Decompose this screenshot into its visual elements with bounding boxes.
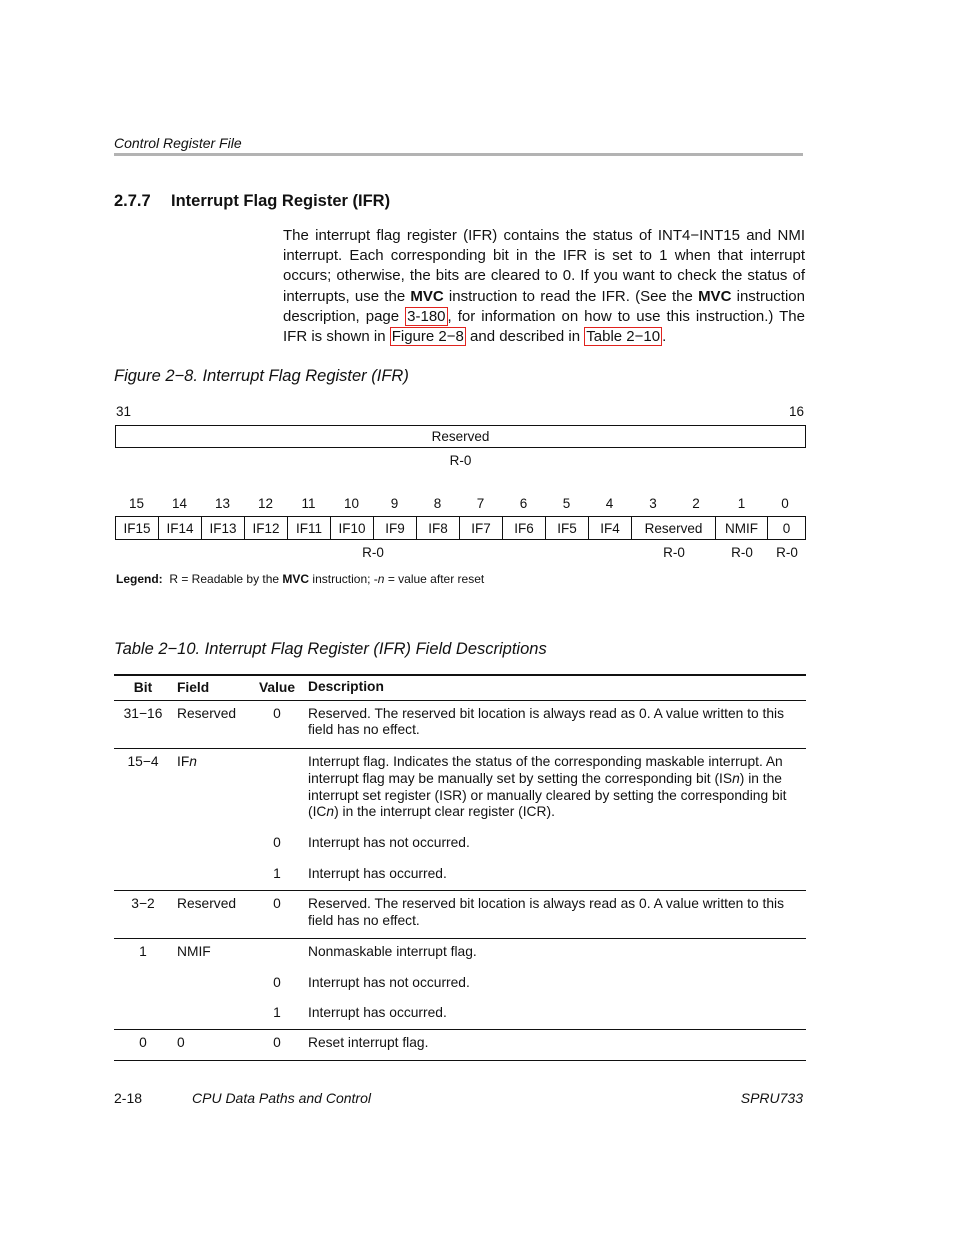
table-row (114, 939, 806, 961)
bit-number: 14 (171, 496, 188, 511)
legend-text-1: R = Readable by the (169, 572, 283, 586)
row-bit: 1 (139, 944, 147, 960)
row-value (247, 944, 305, 961)
bit-number: 8 (433, 496, 442, 511)
header-bit: Bit (133, 680, 153, 695)
section-heading (114, 192, 390, 211)
row-bit: 31−16 (123, 705, 163, 721)
header-field: Field (177, 680, 210, 695)
table-subrow (114, 992, 806, 1029)
table-xref-link[interactable]: Table 2−10 (586, 328, 661, 346)
nmif-access: R-0 (731, 545, 753, 560)
desc-part: ) in the interrupt set register (ISR) or manually cleared by setting the corresponding bit (IC (308, 770, 787, 820)
bit-number: 13 (214, 496, 231, 511)
desc-italic: n (326, 804, 335, 820)
page-xref-link[interactable]: 3-180 (407, 307, 446, 325)
reserved-lower-field: Reserved (632, 517, 716, 539)
empty-cell (172, 835, 247, 852)
if6-field: IF6 (503, 517, 546, 539)
upper-access: R-0 (449, 453, 472, 468)
empty-cell (172, 975, 247, 992)
figure-xref-link[interactable]: Figure 2−8 (391, 328, 464, 346)
legend-n-term: n (377, 572, 385, 586)
if4-field: IF4 (589, 517, 632, 539)
row-description: Reset interrupt flag. (308, 1034, 429, 1050)
table-caption: Table 2−10. Interrupt Flag Register (IFR) Field Descriptions (114, 640, 547, 658)
row-value: 0 (273, 835, 281, 851)
row-description: Interrupt has occurred. (308, 1005, 447, 1021)
if14-field: IF14 (159, 517, 202, 539)
row-bit: 3−2 (131, 895, 155, 911)
if10-field: IF10 (331, 517, 374, 539)
bit-number: 9 (390, 496, 399, 511)
header-description: Description (308, 679, 384, 695)
lower-bit-numbers (115, 496, 806, 512)
empty-cell (172, 1005, 247, 1022)
bit-number: 11 (301, 496, 316, 511)
empty-cell (114, 1005, 172, 1022)
if9-field: IF9 (374, 517, 417, 539)
row-description: Interrupt has occurred. (308, 866, 447, 882)
table-row (114, 891, 806, 939)
if5-field: IF5 (546, 517, 589, 539)
if8-field: IF8 (417, 517, 460, 539)
intro-text-6: . (662, 328, 667, 346)
empty-cell (114, 866, 172, 883)
row-field (172, 754, 247, 821)
row-description: Nonmaskable interrupt flag. (308, 944, 477, 960)
row-bit: 15−4 (127, 754, 159, 770)
row-description: Reserved. The reserved bit location is always read as 0. A value written to this field has no effect. (308, 895, 784, 928)
register-lower-row (115, 516, 806, 540)
field-descriptions-table (114, 674, 806, 1061)
table-header-row (114, 676, 806, 700)
field-n: n (189, 754, 197, 770)
bit-number: 15 (128, 496, 145, 511)
row-value: 0 (273, 895, 281, 911)
row-field: 0 (177, 1034, 185, 1050)
table-row (114, 749, 806, 821)
row-description: Interrupt has not occurred. (308, 835, 470, 851)
row-value: 0 (273, 975, 281, 991)
bit-number: 10 (343, 496, 360, 511)
row-field: NMIF (177, 944, 211, 960)
nmif-field: NMIF (716, 517, 768, 539)
empty-cell (114, 835, 172, 852)
reserved-access: R-0 (663, 545, 685, 560)
desc-italic: n (732, 770, 740, 786)
row-description (305, 754, 806, 821)
bit-number: 1 (737, 496, 746, 511)
bit-number: 2 (692, 496, 700, 511)
bit0-field: 0 (782, 520, 791, 536)
if12-field: IF12 (245, 517, 288, 539)
section-title: Interrupt Flag Register (IFR) (171, 192, 391, 210)
row-bit: 0 (139, 1034, 147, 1050)
section-number: 2.7.7 (114, 192, 151, 210)
row-value: 0 (273, 1034, 281, 1050)
bit-number: 6 (519, 496, 528, 511)
reserved-upper-field: Reserved (431, 429, 490, 444)
register-upper-row (115, 425, 806, 448)
bit-number: 4 (605, 496, 614, 511)
bit0-access: R-0 (776, 545, 798, 560)
bit-number: 3 (649, 496, 657, 511)
running-head: Control Register File (114, 135, 242, 151)
if7-field: IF7 (460, 517, 503, 539)
table-row (114, 1030, 806, 1060)
legend-text-3: = value after reset (384, 572, 485, 586)
intro-text-5: and described in (465, 328, 585, 346)
footer-title: CPU Data Paths and Control (192, 1090, 371, 1106)
desc-part: Interrupt flag. Indicates the status of the corresponding maskable interrupt. An interrupt flag may be manually set by setting the corresponding bit (IS (308, 754, 783, 786)
table-bottom-rule (114, 1060, 806, 1061)
row-field: Reserved (177, 895, 237, 911)
intro-paragraph (283, 226, 805, 347)
intro-text-3: instruction description, page (283, 287, 805, 325)
bit-number-16: 16 (788, 404, 804, 419)
figure-legend (116, 572, 484, 586)
legend-mvc-term: MVC (282, 572, 310, 586)
table-subrow (114, 821, 806, 852)
legend-text-2: instruction; - (309, 572, 378, 586)
if-access: R-0 (362, 545, 384, 560)
empty-cell (114, 975, 172, 992)
empty-cell (172, 866, 247, 883)
row-description: Reserved. The reserved bit location is always read as 0. A value written to this field has no effect. (308, 705, 784, 738)
intro-text-4: , for information on how to use this instruction.) The IFR is shown in (283, 307, 805, 346)
figure-caption: Figure 2−8. Interrupt Flag Register (IFR) (114, 367, 409, 385)
intro-text-2: instruction to read the IFR. (See the (443, 287, 699, 305)
field-prefix: IF (177, 754, 190, 770)
if11-field: IF11 (288, 517, 331, 539)
table-subrow (114, 852, 806, 890)
row-value: 1 (273, 1005, 281, 1021)
bit-number-31: 31 (116, 404, 132, 419)
header-value: Value (258, 680, 296, 695)
footer-doc-id: SPRU733 (740, 1090, 803, 1106)
table-subrow (114, 961, 806, 992)
if15-field: IF15 (116, 517, 159, 539)
bit-number: 0 (781, 496, 789, 511)
if13-field: IF13 (202, 517, 245, 539)
bit-number: 5 (562, 496, 571, 511)
bit-number: 12 (257, 496, 274, 511)
row-description: Interrupt has not occurred. (308, 975, 470, 991)
row-value: 1 (273, 866, 281, 882)
mvc-term-1: MVC (410, 287, 444, 305)
row-value (247, 754, 305, 821)
mvc-term-2: MVC (698, 287, 732, 305)
header-rule (114, 153, 803, 156)
row-field: Reserved (177, 705, 237, 721)
table-row (114, 701, 806, 749)
desc-part: ) in the interrupt clear register (ICR). (334, 804, 555, 820)
bit-number: 7 (476, 496, 485, 511)
row-value: 0 (273, 705, 281, 721)
intro-text-1: The interrupt flag register (IFR) contains the status of INT4−INT15 and NMI interrupt. Each corresponding bit in the IFR is set to 1 when that interrupt occurs; otherwise, the bits are cleared to 0. If you want to check the status of interrupts, use the (283, 227, 805, 305)
legend-label: Legend: (116, 572, 163, 586)
page-number: 2-18 (114, 1090, 143, 1106)
